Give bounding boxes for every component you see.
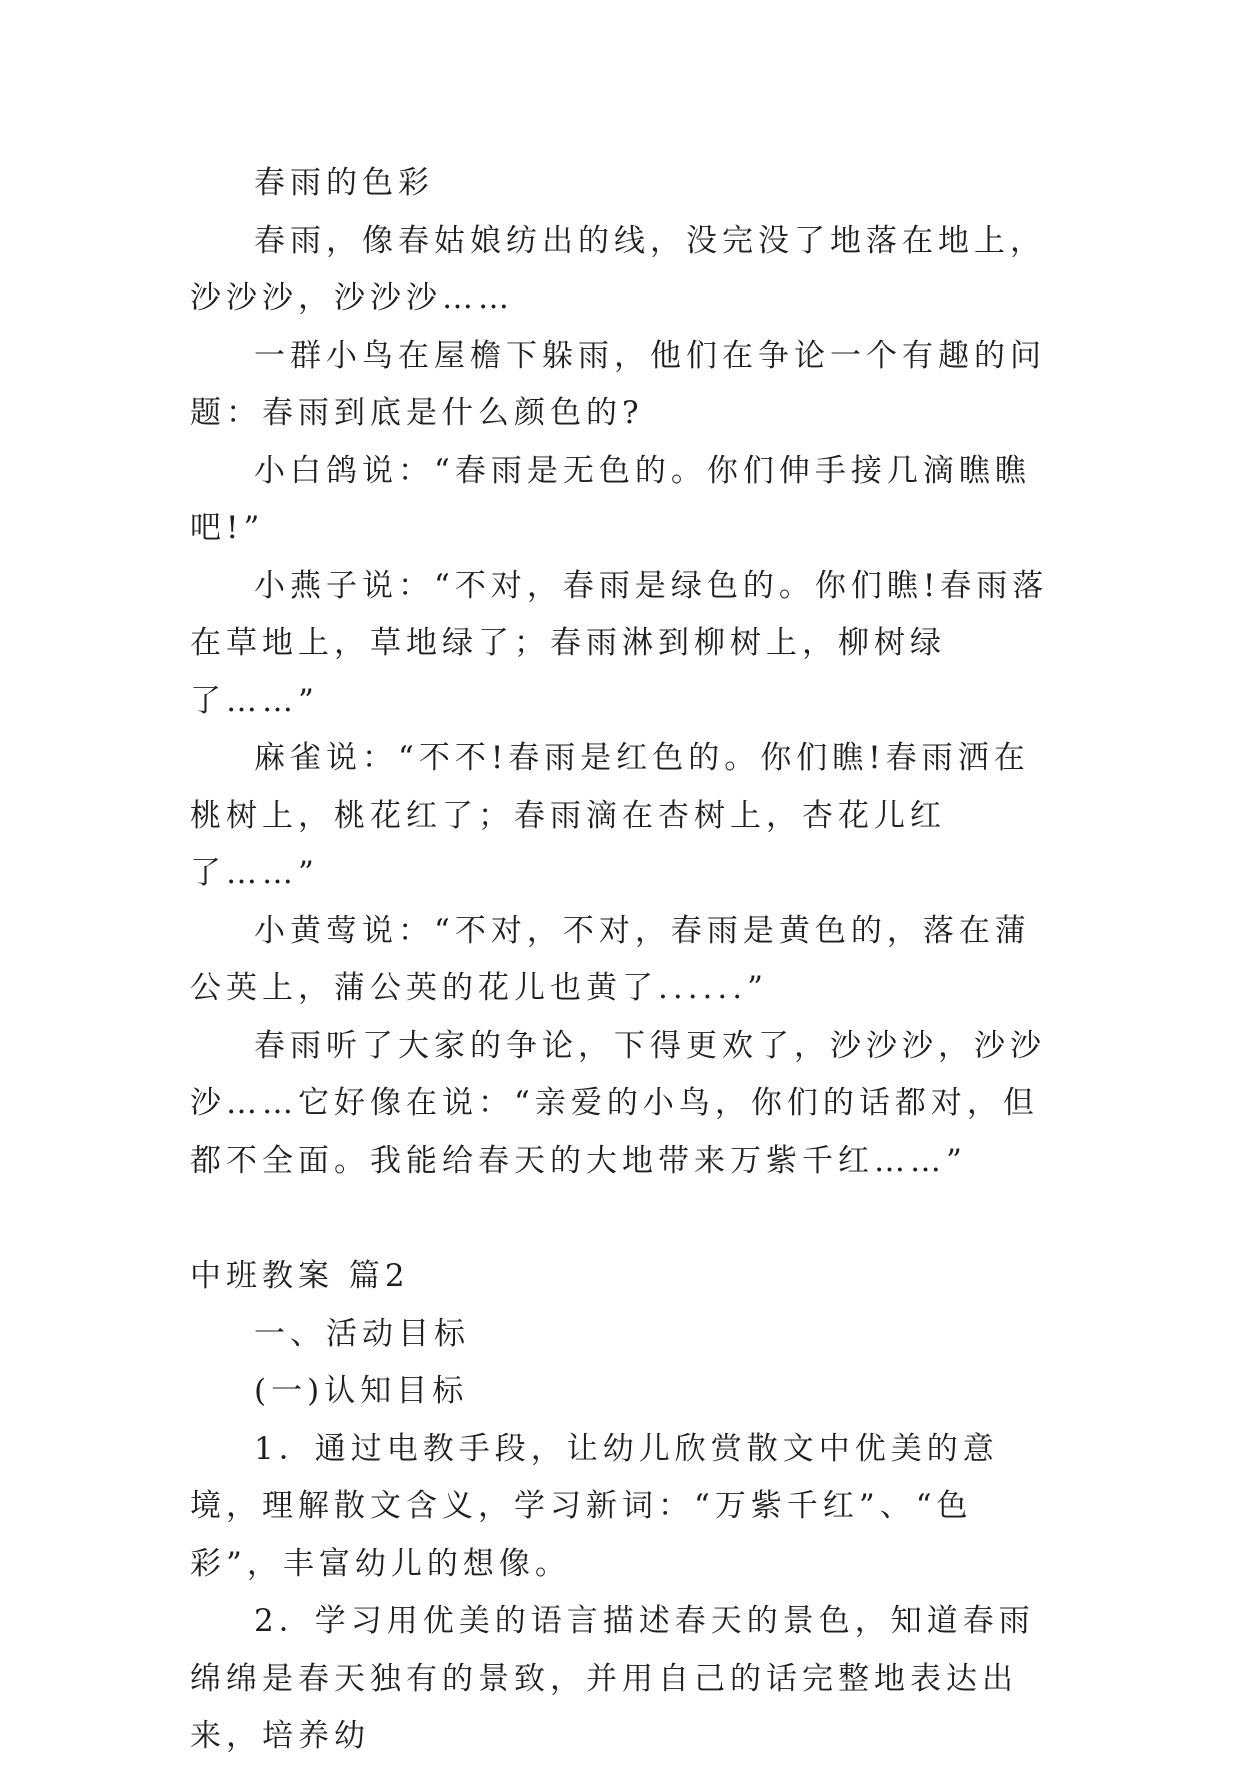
- story-paragraph: 小燕子说：“不对，春雨是绿色的。你们瞧!春雨落在草地上，草地绿了；春雨淋到柳树上，柳树绿了……”: [190, 567, 1049, 719]
- story-paragraph: 小白鸽说：“春雨是无色的。你们伸手接几滴瞧瞧吧!”: [190, 452, 1031, 546]
- story-paragraph: 春雨，像春姑娘纺出的线，没完没了地落在地上，沙沙沙，沙沙沙……: [190, 222, 1046, 316]
- story-paragraph: 麻雀说：“不不!春雨是红色的。你们瞧!春雨洒在桃树上，桃花红了；春雨滴在杏树上，杏花儿红了……”: [190, 740, 1030, 891]
- story-title: 春雨的色彩: [254, 165, 434, 201]
- lesson-item: 1．通过电教手段，让幼儿欣赏散文中优美的意境，理解散文含义，学习新词：“万紫千红”、“色彩”，丰富幼儿的想像。: [190, 1430, 999, 1582]
- document-body: [190, 155, 1050, 1766]
- story-paragraph: 春雨听了大家的争论，下得更欢了，沙沙沙，沙沙沙……它好像在说：“亲爱的小鸟，你们的话都对，但都不全面。我能给春天的大地带来万紫千红……”: [190, 1027, 1046, 1179]
- story-paragraph: 小黄莺说：“不对，不对，春雨是黄色的，落在蒲公英上，蒲公英的花儿也黄了......”: [190, 912, 1031, 1006]
- section-title: 中班教案 篇2: [190, 1258, 410, 1294]
- lesson-heading: 一、活动目标: [254, 1315, 470, 1352]
- lesson-item: 2．学习用优美的语言描述春天的景色，知道春雨绵绵是春天独有的景致，并用自己的话完整地表达出来，培养幼: [190, 1603, 1035, 1754]
- story-paragraph: 一群小鸟在屋檐下躲雨，他们在争论一个有趣的问题：春雨到底是什么颜色的?: [190, 337, 1046, 431]
- lesson-subheading: (一)认知目标: [254, 1373, 469, 1409]
